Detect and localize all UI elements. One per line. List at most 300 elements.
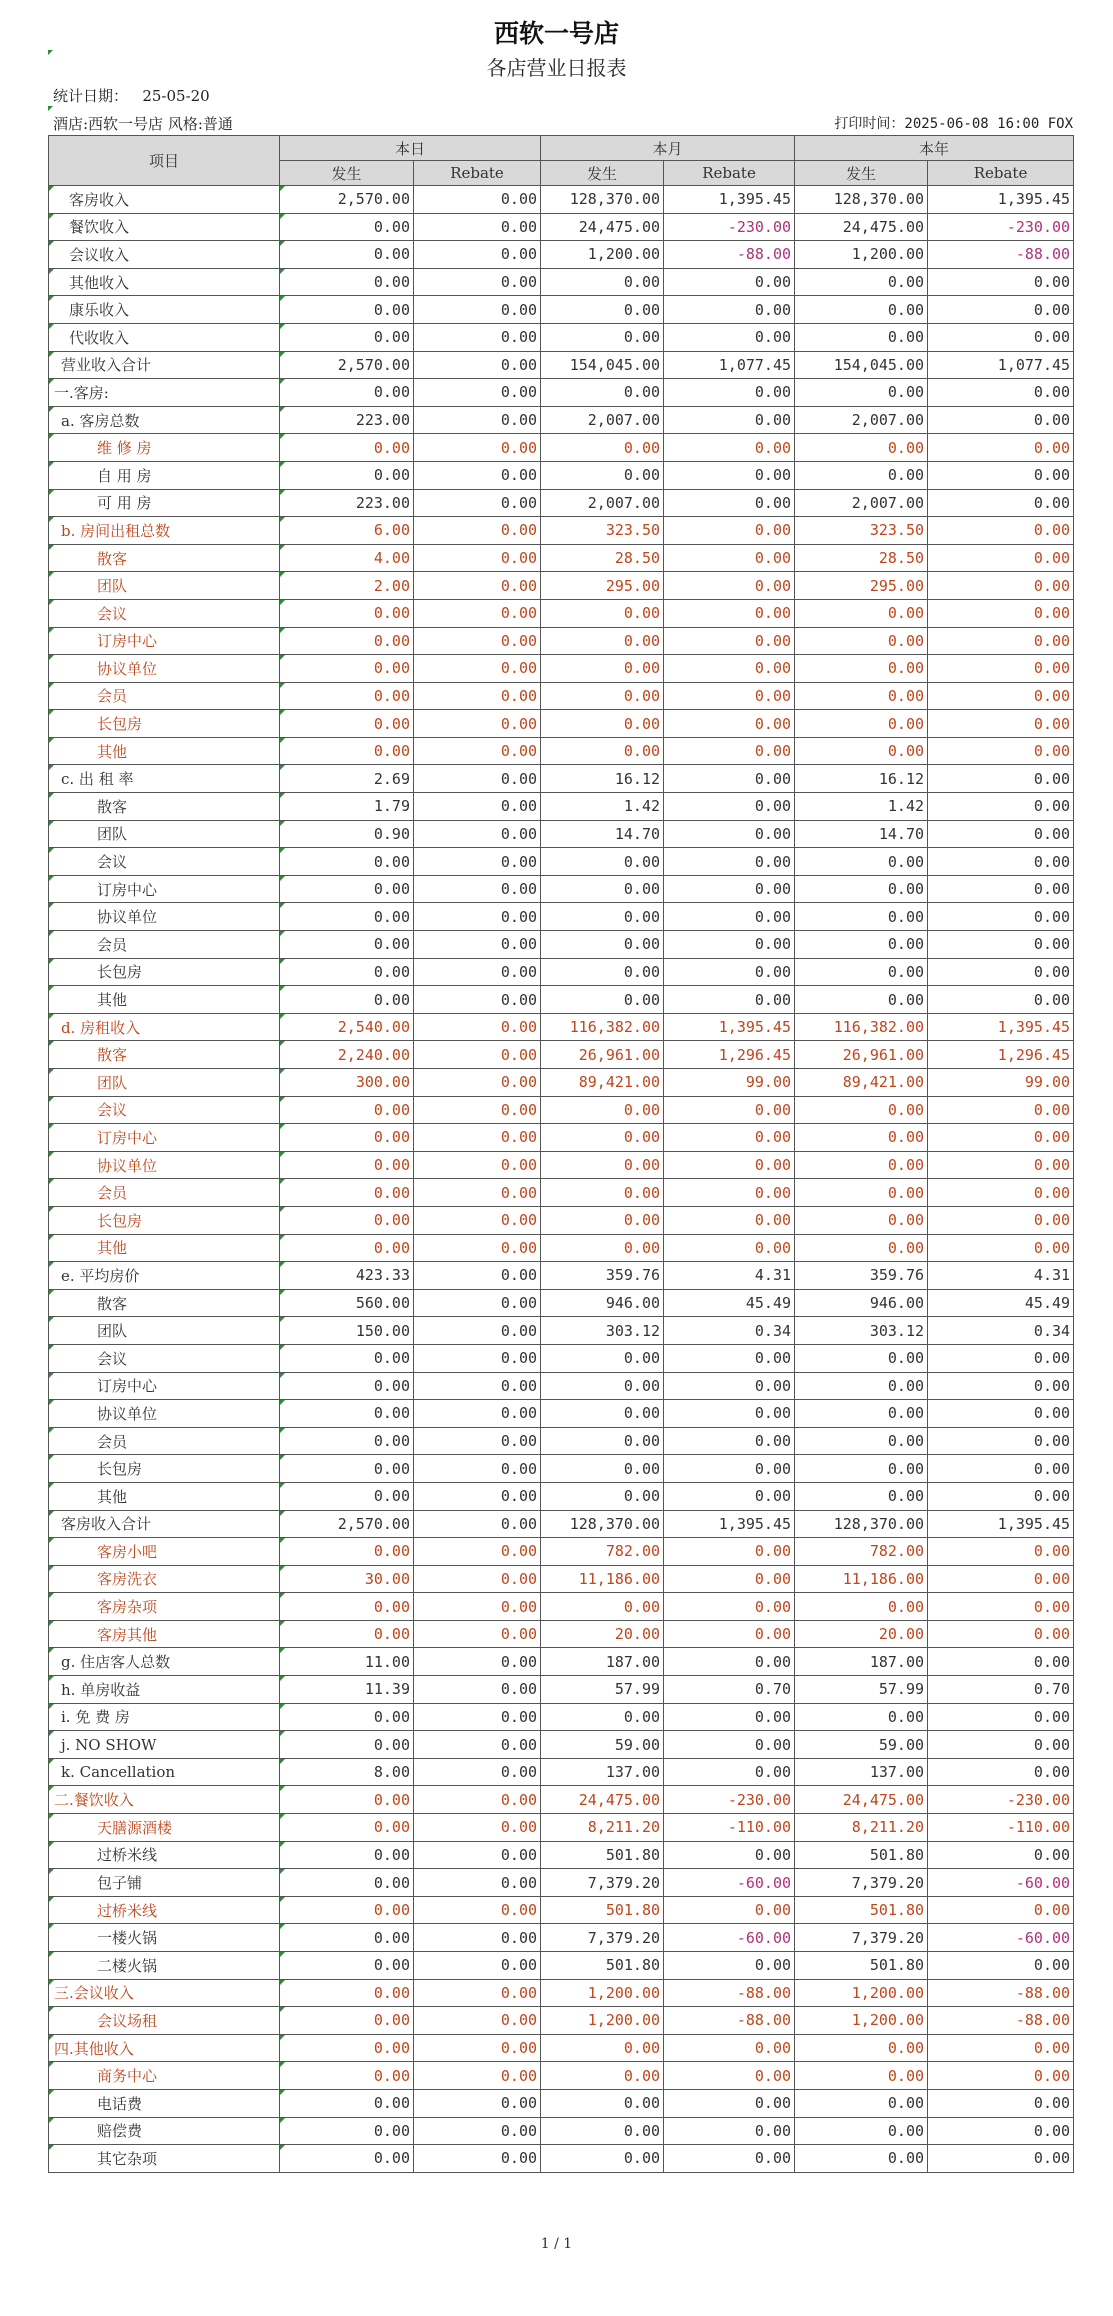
table-row: [49, 296, 1074, 324]
amount-cell: 11,186.00: [541, 1565, 664, 1593]
rebate-cell: 0.00: [414, 958, 541, 986]
table-row: [49, 793, 1074, 821]
rebate-cell: 0.00: [414, 765, 541, 793]
row-label: e. 平均房价: [49, 1262, 280, 1290]
table-row: [49, 241, 1074, 269]
report-title: 西软一号店: [493, 19, 619, 48]
corner-mark-icon: [280, 1069, 285, 1074]
amount-cell: 0.00: [280, 296, 414, 324]
amount-cell: 4.00: [280, 544, 414, 572]
amount-cell: 154,045.00: [795, 351, 928, 379]
rebate-cell: 0.00: [414, 1841, 541, 1869]
rebate-cell: 0.00: [414, 2117, 541, 2145]
rebate-cell: 0.00: [928, 875, 1074, 903]
amount-cell: 0.00: [280, 1869, 414, 1897]
rebate-cell: 0.00: [414, 931, 541, 959]
amount-cell: 946.00: [541, 1289, 664, 1317]
table-row: [49, 737, 1074, 765]
row-label: 其它杂项: [49, 2145, 280, 2173]
amount-cell: 0.00: [795, 379, 928, 407]
corner-mark-icon: [49, 517, 54, 522]
amount-cell: 0.00: [541, 599, 664, 627]
row-label: 订房中心: [49, 875, 280, 903]
amount-cell: 0.00: [541, 1427, 664, 1455]
amount-cell: 0.00: [795, 710, 928, 738]
corner-mark-icon: [49, 1704, 54, 1709]
rebate-cell: 0.00: [414, 406, 541, 434]
rebate-cell: 0.00: [414, 268, 541, 296]
amount-cell: 0.00: [795, 1372, 928, 1400]
table-row: [49, 186, 1074, 214]
corner-mark-icon: [280, 1317, 285, 1322]
rebate-cell: 0.00: [664, 1179, 795, 1207]
row-label: 散客: [49, 544, 280, 572]
rebate-cell: 0.00: [664, 2034, 795, 2062]
amount-cell: 2,570.00: [280, 351, 414, 379]
amount-cell: 0.00: [280, 599, 414, 627]
amount-cell: 0.00: [280, 213, 414, 241]
amount-cell: 423.33: [280, 1262, 414, 1290]
corner-mark-icon: [49, 296, 54, 301]
rebate-cell: -88.00: [664, 1979, 795, 2007]
rebate-cell: 1,395.45: [928, 1013, 1074, 1041]
rebate-cell: 0.34: [928, 1317, 1074, 1345]
rebate-cell: 0.00: [664, 1620, 795, 1648]
corner-mark-icon: [49, 1262, 54, 1267]
corner-mark-icon: [49, 1648, 54, 1653]
corner-mark-icon: [280, 793, 285, 798]
amount-cell: 0.00: [541, 682, 664, 710]
table-row: [49, 1841, 1074, 1869]
amount-cell: 116,382.00: [541, 1013, 664, 1041]
rebate-cell: 0.00: [414, 544, 541, 572]
rebate-cell: -88.00: [928, 2007, 1074, 2035]
table-row: [49, 848, 1074, 876]
rebate-cell: 0.00: [414, 379, 541, 407]
corner-mark-icon: [49, 2090, 54, 2095]
rebate-cell: 0.00: [414, 793, 541, 821]
rebate-cell: -110.00: [928, 1814, 1074, 1842]
amount-cell: 0.00: [541, 296, 664, 324]
amount-cell: 946.00: [795, 1289, 928, 1317]
amount-cell: 0.00: [541, 2145, 664, 2173]
rebate-cell: 0.00: [664, 737, 795, 765]
corner-mark-icon: [280, 655, 285, 660]
corner-mark-icon: [280, 296, 285, 301]
amount-cell: 0.00: [280, 2089, 414, 2117]
amount-cell: 11.39: [280, 1676, 414, 1704]
rebate-cell: 0.00: [928, 599, 1074, 627]
rebate-cell: 0.00: [928, 710, 1074, 738]
amount-cell: 2,240.00: [280, 1041, 414, 1069]
amount-cell: 782.00: [541, 1538, 664, 1566]
corner-mark-icon: [49, 1317, 54, 1322]
amount-cell: 0.00: [795, 1124, 928, 1152]
rebate-cell: 0.00: [414, 1482, 541, 1510]
row-label: 过桥米线: [49, 1841, 280, 1869]
rebate-cell: 0.00: [414, 1869, 541, 1897]
table-row: [49, 351, 1074, 379]
rebate-cell: 0.00: [928, 1482, 1074, 1510]
row-label: a. 客房总数: [49, 406, 280, 434]
amount-cell: 16.12: [541, 765, 664, 793]
row-label: 赔偿费: [49, 2117, 280, 2145]
row-label: 会议: [49, 1096, 280, 1124]
corner-mark-icon: [280, 434, 285, 439]
rebate-cell: 0.00: [414, 2062, 541, 2090]
amount-cell: 1,200.00: [795, 241, 928, 269]
rebate-cell: 0.00: [414, 820, 541, 848]
row-label: h. 单房收益: [49, 1676, 280, 1704]
corner-mark-icon: [49, 241, 54, 246]
row-label: 长包房: [49, 958, 280, 986]
rebate-cell: -88.00: [928, 1979, 1074, 2007]
corner-mark-icon: [280, 628, 285, 633]
corner-mark-icon: [49, 352, 54, 357]
row-label: 散客: [49, 1041, 280, 1069]
rebate-cell: 0.00: [414, 1593, 541, 1621]
row-label: k. Cancellation: [49, 1758, 280, 1786]
rebate-cell: 0.00: [414, 627, 541, 655]
amount-cell: 2,007.00: [795, 406, 928, 434]
row-label: 其他: [49, 737, 280, 765]
rebate-cell: 0.00: [414, 1289, 541, 1317]
amount-cell: 0.00: [541, 848, 664, 876]
corner-mark-icon: [280, 1345, 285, 1350]
table-row: [49, 627, 1074, 655]
corner-mark-icon: [280, 1373, 285, 1378]
row-label: c. 出 租 率: [49, 765, 280, 793]
report-subtitle: 各店营业日报表: [486, 56, 627, 80]
amount-cell: 89,421.00: [795, 1069, 928, 1097]
amount-cell: 59.00: [541, 1731, 664, 1759]
rebate-cell: 0.00: [414, 848, 541, 876]
print-time: 打印时间：2025-06-08 16:00 FOX: [834, 116, 1073, 132]
corner-mark-icon: [49, 1455, 54, 1460]
table-row: [49, 2007, 1074, 2035]
rebate-cell: 0.00: [928, 2062, 1074, 2090]
rebate-cell: 1,395.45: [928, 186, 1074, 214]
corner-mark-icon: [48, 106, 53, 111]
row-label: g. 住店客人总数: [49, 1648, 280, 1676]
amount-cell: 0.00: [795, 682, 928, 710]
row-label: 其他: [49, 986, 280, 1014]
amount-cell: 0.00: [280, 1786, 414, 1814]
amount-cell: 1,200.00: [541, 2007, 664, 2035]
amount-cell: 223.00: [280, 406, 414, 434]
hotel-style-line: 酒店:西软一号店 风格:普通: [53, 115, 233, 133]
rebate-cell: 0.00: [928, 544, 1074, 572]
rebate-cell: 0.70: [664, 1676, 795, 1704]
corner-mark-icon: [49, 379, 54, 384]
row-label: 一.客房:: [49, 379, 280, 407]
corner-mark-icon: [49, 572, 54, 577]
amount-cell: 0.00: [795, 1593, 928, 1621]
rebate-cell: 0.00: [928, 2145, 1074, 2173]
corner-mark-icon: [280, 1593, 285, 1598]
corner-mark-icon: [49, 324, 54, 329]
row-label: b. 房间出租总数: [49, 517, 280, 545]
amount-cell: 501.80: [795, 1896, 928, 1924]
rebate-cell: 99.00: [664, 1069, 795, 1097]
amount-cell: 359.76: [795, 1262, 928, 1290]
rebate-cell: 0.00: [414, 1262, 541, 1290]
corner-mark-icon: [49, 2035, 54, 2040]
table-row: [49, 931, 1074, 959]
rebate-cell: 0.00: [414, 1620, 541, 1648]
row-label: 二楼火锅: [49, 1952, 280, 1980]
amount-cell: 7,379.20: [795, 1869, 928, 1897]
rebate-cell: 0.00: [664, 958, 795, 986]
sub-header-rebate: Rebate: [414, 161, 541, 186]
row-label: 客房收入合计: [49, 1510, 280, 1538]
corner-mark-icon: [49, 628, 54, 633]
rebate-cell: 0.00: [664, 2145, 795, 2173]
corner-mark-icon: [280, 931, 285, 936]
rebate-cell: -88.00: [928, 241, 1074, 269]
amount-cell: 0.00: [795, 627, 928, 655]
rebate-cell: 0.00: [664, 931, 795, 959]
amount-cell: 0.00: [795, 434, 928, 462]
rebate-cell: -230.00: [664, 213, 795, 241]
corner-mark-icon: [280, 1869, 285, 1874]
amount-cell: 0.00: [795, 1344, 928, 1372]
rebate-cell: 0.00: [928, 1151, 1074, 1179]
rebate-cell: 0.00: [928, 655, 1074, 683]
table-row: [49, 1013, 1074, 1041]
rebate-cell: 0.00: [414, 489, 541, 517]
rebate-cell: 0.00: [414, 186, 541, 214]
corner-mark-icon: [280, 1648, 285, 1653]
amount-cell: 0.00: [280, 903, 414, 931]
rebate-cell: 0.00: [664, 379, 795, 407]
row-label: 协议单位: [49, 1151, 280, 1179]
rebate-cell: 1,296.45: [928, 1041, 1074, 1069]
row-label: 二.餐饮收入: [49, 1786, 280, 1814]
sub-header-rebate: Rebate: [928, 161, 1074, 186]
corner-mark-icon: [280, 1538, 285, 1543]
amount-cell: 0.00: [795, 1179, 928, 1207]
table-row: [49, 1758, 1074, 1786]
amount-cell: 295.00: [795, 572, 928, 600]
amount-cell: 0.00: [795, 655, 928, 683]
rebate-cell: 0.00: [664, 1206, 795, 1234]
table-row: [49, 1620, 1074, 1648]
amount-cell: 0.00: [280, 1896, 414, 1924]
table-row: [49, 1786, 1074, 1814]
amount-cell: 323.50: [541, 517, 664, 545]
table-header: [49, 136, 1074, 186]
table-row: [49, 1234, 1074, 1262]
amount-cell: 116,382.00: [795, 1013, 928, 1041]
item-column-header: 项目: [49, 136, 280, 186]
row-label: 电话费: [49, 2089, 280, 2117]
corner-mark-icon: [280, 214, 285, 219]
amount-cell: 501.80: [795, 1841, 928, 1869]
rebate-cell: 0.00: [928, 1620, 1074, 1648]
amount-cell: 0.00: [541, 1096, 664, 1124]
table-row: [49, 599, 1074, 627]
corner-mark-icon: [49, 434, 54, 439]
corner-mark-icon: [280, 2035, 285, 2040]
table-row: [49, 544, 1074, 572]
amount-cell: 187.00: [541, 1648, 664, 1676]
row-label: 客房收入: [49, 186, 280, 214]
rebate-cell: 0.00: [928, 931, 1074, 959]
corner-mark-icon: [49, 959, 54, 964]
rebate-cell: 0.70: [928, 1676, 1074, 1704]
table-row: [49, 2089, 1074, 2117]
table-row: [49, 1455, 1074, 1483]
amount-cell: 0.00: [280, 1952, 414, 1980]
corner-mark-icon: [280, 1759, 285, 1764]
table-row: [49, 379, 1074, 407]
row-label: 团队: [49, 572, 280, 600]
amount-cell: 0.00: [541, 1179, 664, 1207]
corner-mark-icon: [49, 1373, 54, 1378]
amount-cell: 0.00: [280, 958, 414, 986]
corner-mark-icon: [280, 1152, 285, 1157]
table-row: [49, 1151, 1074, 1179]
amount-cell: 8,211.20: [541, 1814, 664, 1842]
rebate-cell: 0.00: [414, 1952, 541, 1980]
amount-cell: 223.00: [280, 489, 414, 517]
rebate-cell: 0.00: [928, 1206, 1074, 1234]
amount-cell: 128,370.00: [795, 186, 928, 214]
rebate-cell: -60.00: [928, 1924, 1074, 1952]
amount-cell: 0.00: [280, 241, 414, 269]
rebate-cell: 0.00: [414, 1124, 541, 1152]
amount-cell: 28.50: [795, 544, 928, 572]
corner-mark-icon: [280, 545, 285, 550]
rebate-cell: 0.00: [414, 1814, 541, 1842]
corner-mark-icon: [280, 738, 285, 743]
row-label: d. 房租收入: [49, 1013, 280, 1041]
table-row: [49, 268, 1074, 296]
amount-cell: 0.00: [541, 1124, 664, 1152]
rebate-cell: 0.00: [664, 599, 795, 627]
row-label: 营业收入合计: [49, 351, 280, 379]
table-row: [49, 406, 1074, 434]
row-label: 团队: [49, 1317, 280, 1345]
corner-mark-icon: [280, 1179, 285, 1184]
amount-cell: 0.00: [280, 461, 414, 489]
corner-mark-icon: [280, 517, 285, 522]
rebate-cell: 0.00: [664, 1096, 795, 1124]
corner-mark-icon: [49, 545, 54, 550]
corner-mark-icon: [49, 710, 54, 715]
corner-mark-icon: [280, 1842, 285, 1847]
amount-cell: 501.80: [541, 1952, 664, 1980]
rebate-cell: 0.00: [928, 1427, 1074, 1455]
corner-mark-icon: [49, 2007, 54, 2012]
amount-cell: 11.00: [280, 1648, 414, 1676]
corner-mark-icon: [49, 903, 54, 908]
amount-cell: 0.00: [541, 655, 664, 683]
amount-cell: 0.00: [795, 875, 928, 903]
corner-mark-icon: [280, 683, 285, 688]
rebate-cell: 0.00: [664, 461, 795, 489]
amount-cell: 0.00: [280, 1841, 414, 1869]
table-row: [49, 1206, 1074, 1234]
rebate-cell: 0.00: [664, 1648, 795, 1676]
corner-mark-icon: [280, 1566, 285, 1571]
rebate-cell: 0.00: [928, 1703, 1074, 1731]
amount-cell: 0.00: [280, 1427, 414, 1455]
rebate-cell: 0.00: [414, 737, 541, 765]
corner-mark-icon: [49, 1593, 54, 1598]
page-number: 1 / 1: [540, 2236, 573, 2252]
table-row: [49, 986, 1074, 1014]
rebate-cell: 0.00: [414, 2034, 541, 2062]
corner-mark-icon: [49, 462, 54, 467]
rebate-cell: 0.00: [928, 986, 1074, 1014]
amount-cell: 0.00: [280, 931, 414, 959]
row-label: 会员: [49, 682, 280, 710]
rebate-cell: 0.00: [928, 2034, 1074, 2062]
rebate-cell: 0.00: [414, 599, 541, 627]
rebate-cell: 0.00: [414, 1538, 541, 1566]
rebate-cell: -110.00: [664, 1814, 795, 1842]
amount-cell: 0.00: [541, 737, 664, 765]
corner-mark-icon: [49, 1290, 54, 1295]
rebate-cell: 0.00: [664, 1593, 795, 1621]
rebate-cell: 0.00: [664, 875, 795, 903]
amount-cell: 0.00: [541, 627, 664, 655]
row-label: 一楼火锅: [49, 1924, 280, 1952]
amount-cell: 0.00: [795, 2089, 928, 2117]
amount-cell: 2,570.00: [280, 1510, 414, 1538]
corner-mark-icon: [280, 572, 285, 577]
corner-mark-icon: [49, 1676, 54, 1681]
amount-cell: 0.00: [280, 1344, 414, 1372]
corner-mark-icon: [49, 214, 54, 219]
amount-cell: 2,540.00: [280, 1013, 414, 1041]
rebate-cell: 0.00: [414, 1179, 541, 1207]
corner-mark-icon: [280, 1980, 285, 1985]
corner-mark-icon: [280, 2062, 285, 2067]
amount-cell: 0.00: [280, 1538, 414, 1566]
amount-cell: 0.00: [541, 1455, 664, 1483]
rebate-cell: 0.00: [414, 213, 541, 241]
table-row: [49, 1896, 1074, 1924]
amount-cell: 8.00: [280, 1758, 414, 1786]
rebate-cell: 0.00: [928, 1593, 1074, 1621]
rebate-cell: 99.00: [928, 1069, 1074, 1097]
corner-mark-icon: [280, 1014, 285, 1019]
amount-cell: 0.00: [280, 2034, 414, 2062]
rebate-cell: 0.00: [928, 1400, 1074, 1428]
corner-mark-icon: [280, 1400, 285, 1405]
rebate-cell: 0.00: [928, 379, 1074, 407]
rebate-cell: 0.00: [414, 655, 541, 683]
corner-mark-icon: [49, 600, 54, 605]
amount-cell: 0.00: [280, 1482, 414, 1510]
rebate-cell: 0.00: [414, 1648, 541, 1676]
amount-cell: 2.00: [280, 572, 414, 600]
table-row: [49, 572, 1074, 600]
rebate-cell: 0.00: [414, 1731, 541, 1759]
amount-cell: 0.00: [795, 461, 928, 489]
row-label: 订房中心: [49, 1372, 280, 1400]
amount-cell: 57.99: [795, 1676, 928, 1704]
amount-cell: 24,475.00: [795, 213, 928, 241]
amount-cell: 1.79: [280, 793, 414, 821]
rebate-cell: 1,395.45: [928, 1510, 1074, 1538]
row-label: 会议: [49, 599, 280, 627]
row-label: 散客: [49, 1289, 280, 1317]
table-row: [49, 1041, 1074, 1069]
